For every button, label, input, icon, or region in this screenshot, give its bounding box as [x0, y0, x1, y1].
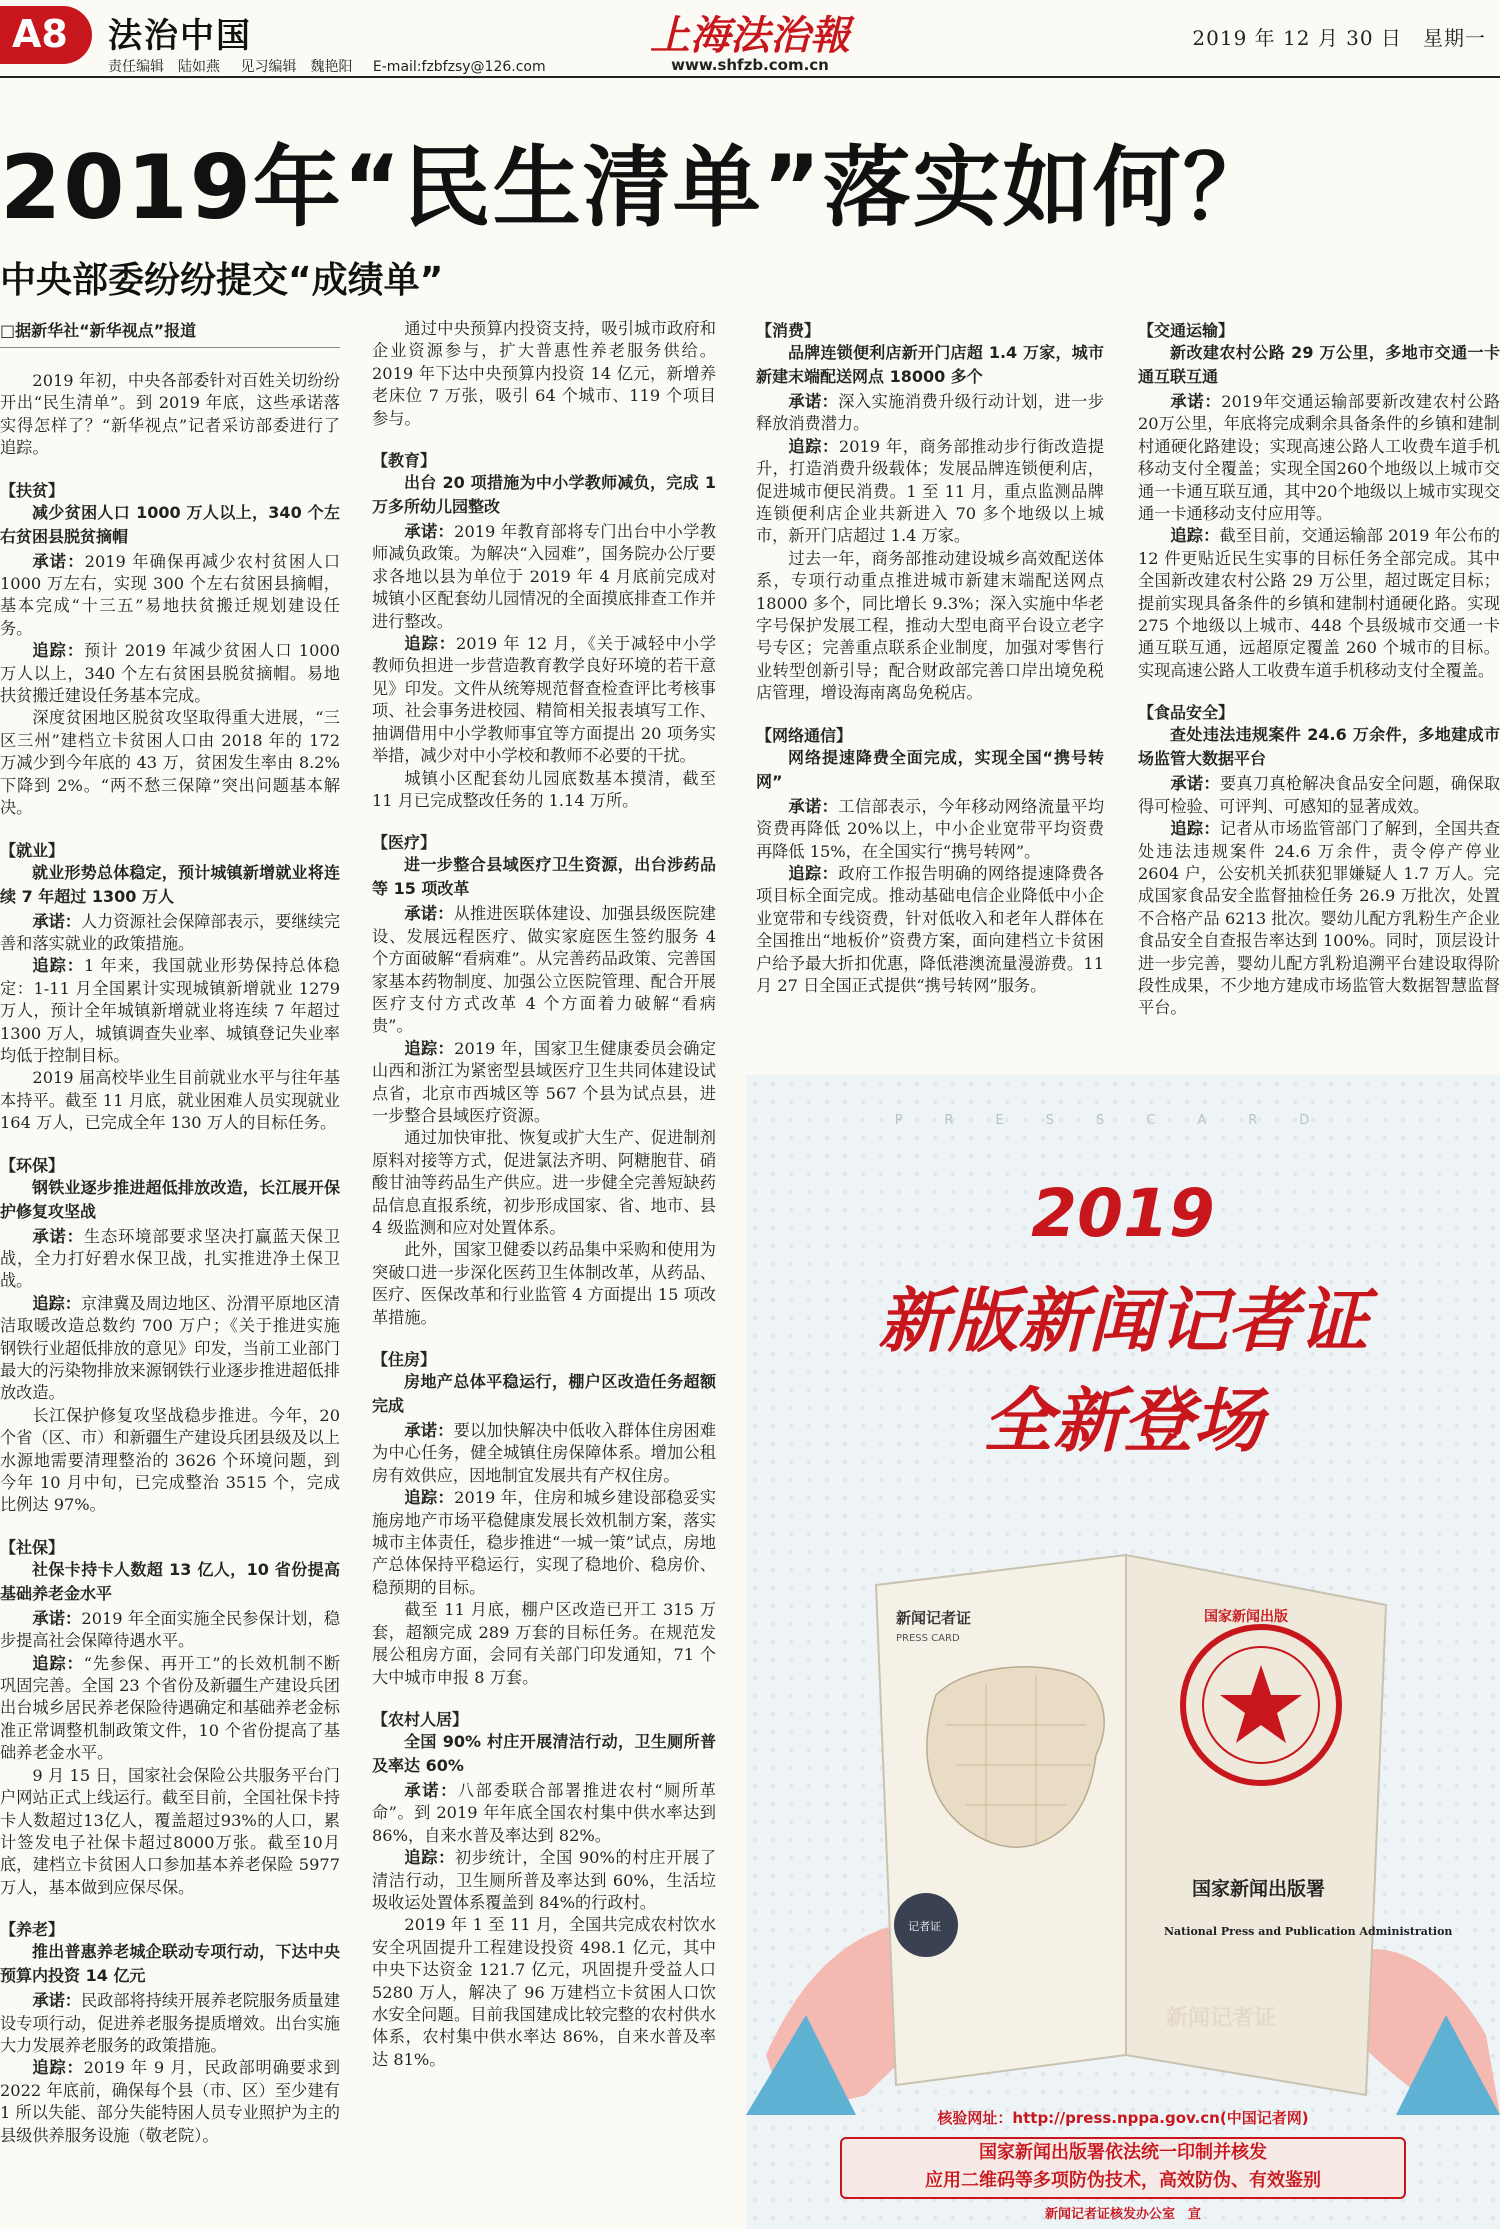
paragraph: 承诺：2019 年全面实施全民参保计划，稳步提高社会保障待遇水平。	[0, 1608, 341, 1651]
article-column-3	[756, 318, 1104, 997]
section-tag-employment: 【就业】	[0, 840, 65, 860]
paragraph: 追踪：京津冀及周边地区、汾渭平原地区清洁取暖改造总数约 700 万户；《关于推进实施钢铁行业超低排放的意见》印发，当前工业部门最大的污染物排放来源钢铁行业逐步推进超低排放改造。	[0, 1293, 341, 1403]
section-tag-food-safety: 【食品安全】	[1138, 703, 1235, 723]
card-title: 新闻记者证	[896, 1609, 972, 1627]
paragraph: 追踪：预计 2019 年减少贫困人口 1000 万人以上，340 个左右贫困县脱贫摘帽。易地扶贫搬迁建设任务基本完成。	[0, 641, 341, 706]
paragraph: 承诺：要真刀真枪解决食品安全问题，确保取得可检验、可评判、可感知的显著成效。	[1138, 774, 1500, 816]
paragraph: 承诺：人力资源社会保障部表示，要继续完善和落实就业的政策措施。	[0, 911, 341, 953]
page-number: A8	[12, 12, 68, 56]
card-title-en: PRESS CARD	[896, 1633, 960, 1644]
byline: □据新华社“新华视点”报道	[0, 318, 340, 348]
section-subhead-consumption: 品牌连锁便利店新开门店超 1.4 万家，城市新建末端配送网点 18000 多个	[756, 343, 1104, 386]
editor-2: 见习编辑 魏艳阳	[240, 59, 353, 75]
section-subhead-social-security: 社保卡持卡人数超 13 亿人，10 省份提高基础养老金水平	[0, 1559, 340, 1603]
section-name: 法治中国	[108, 16, 252, 56]
paragraph: 过去一年，商务部推动建设城乡高效配送体系，专项行动重点推进城市新建末端配送网点 18000 多个，同比增长 9.3%；深入实施中华老字号保护发展工程，推动大型电商平台设立老字号专区；完善重点联系企业制度，加强对零售行业转型创新引导；配合财政部完善口岸出境免税店管理，增设海南离岛免税店。	[756, 548, 1104, 703]
subheadline: 中央部委纷纷提交“成绩单”	[0, 260, 444, 301]
paragraph: 追踪：初步统计，全国 90%的村庄开展了清洁行动，卫生厕所普及率达到 60%，生活垃圾收运处置体系覆盖到 84%的行政村。	[372, 1848, 717, 1912]
section-tag-social-security: 【社保】	[0, 1537, 65, 1557]
section-subhead-environment: 钢铁业逐步推进超低排放改造，长江展开保护修复攻坚战	[0, 1177, 340, 1221]
banner-line-2: 应用二维码等多项防伪技术，高效防伪、有效鉴别	[925, 2170, 1321, 2191]
article-column-4	[1138, 318, 1500, 1020]
section-tag-education: 【教育】	[372, 451, 437, 471]
section-tag-housing: 【住房】	[372, 1350, 437, 1370]
section-subhead-telecom: 网络提速降费全面完成，实现全国“携号转网”	[756, 747, 1104, 791]
section-tag-rural-living: 【农村人居】	[372, 1709, 469, 1729]
paragraph: 2019 年 1 至 11 月，全国共完成农村饮水安全巩固提升工程建设投资 498.1 亿元，其中中央下达资金 121.7 亿元，巩固提升受益人口 5280 万人，解决了 96 万建档立卡贫困人口饮水安全问题。目前我国建成比较完整的农村供水体系，农村集中供水率达 86%，自来水普及率达 81%。	[372, 1915, 716, 2069]
section-tag-consumption: 【消费】	[756, 321, 821, 340]
section-subhead-elderly-care: 推出普惠养老城企联动专项行动，下达中央预算内投资 14 亿元	[0, 1942, 340, 1986]
paragraph: 承诺：从推进医联体建设、加强县级医院建设、发展远程医疗、做实家庭医生签约服务 4 个方面破解“看病难”。从完善药品政策、完善国家基本药物制度、加强公立医院管理、配合开展医疗支付方式改革 4 个方面着力破解“看病贵”。	[372, 904, 717, 1036]
paragraph: 承诺：民政部将持续开展养老院服务质量建设专项行动，促进养老服务提质增效。出台实施大力发展养老服务的政策措施。	[0, 1991, 341, 2055]
paragraph: 追踪：记者从市场监管部门了解到，全国共查处违法违规案件 24.6 万余件，责令停产停业 2604 户，公安机关抓获犯罪嫌疑人 1.7 万人。完成国家食品安全监督抽检任务 26.9 万批次，处置不合格产品 6213 批次。婴幼儿配方乳粉生产企业食品安全自查报告率达到 100%。同时，顶层设计进一步完善，婴幼儿配方乳粉追溯平台建设取得阶段性成果，不少地方建成市场监管大数据智慧监督平台。	[1138, 819, 1500, 1018]
paragraph: 追踪：1 年来，我国就业形势保持总体稳定：1-11 月全国累计实现城镇新增就业 1279 万人，预计全年城镇新增就业将连续 7 年超过 1300 万人，城镇调查失业率、城镇登记失业率均低于控制目标。	[0, 956, 340, 1065]
hologram-badge-label: 记者证	[908, 1920, 941, 1933]
paragraph: 承诺：八部委联合部署推进农村“厕所革命”。到 2019 年年底全国农村集中供水率达到 86%，自来水普及率达到 82%。	[372, 1780, 716, 1845]
paragraph: 追踪：2019 年，商务部推动步行街改造提升，打造消费升级载体；发展品牌连锁便利店，促进城市便民消费。1 至 11 月，重点监测品牌连锁便利店企业共新进入 70 多个地级以上城市，新开门店超过 1.4 万家。	[756, 436, 1105, 546]
paragraph: 承诺：工信部表示，今年移动网络流量平均资费再降低 20%以上，中小企业宽带平均资费再降低 15%，在全国实行“携号转网”。	[756, 796, 1105, 861]
section-subhead-rural-living: 全国 90% 村庄开展清洁行动，卫生厕所普及率达 60%	[372, 1731, 716, 1775]
article-column-1	[0, 318, 340, 2147]
press-card-illustration	[746, 1495, 1500, 2115]
issue-date: 2019 年 12 月 30 日 星期一	[1192, 26, 1486, 50]
section-subhead-transport: 新改建农村公路 29 万公里，多地市交通一卡通互联互通	[1138, 343, 1500, 386]
section-subhead-employment: 就业形势总体稳定，预计城镇新增就业将连续 7 年超过 1300 万人	[0, 862, 340, 906]
paragraph: 追踪：“先参保、再开工”的长效机制不断巩固完善。全国 23 个省份及新疆生产建设兵团出台城乡居民养老保险待遇确定和基础养老金标准正常调整机制政策文件，10 个省份提高了基础养老金水平。	[0, 1653, 341, 1763]
article-column-2	[372, 318, 716, 2071]
section-tag-poverty: 【扶贫】	[0, 480, 65, 500]
paragraph: 追踪：2019 年，国家卫生健康委员会确定山西和浙江为紧密型县域医疗卫生共同体建设试点省，北京市西城区等 567 个县为试点县，进一步整合县域医疗资源。	[372, 1038, 717, 1125]
paragraph: 通过加快审批、恢复或扩大生产、促进制剂原料对接等方式，促进氯法齐明、阿糖胞苷、硝酸甘油等药品生产供应。进一步健全完善短缺药品信息直报系统，初步形成国家、省、地市、县 4 级监测和应对处置体系。	[372, 1128, 716, 1237]
ad-banner	[840, 2137, 1406, 2199]
section-subhead-food-safety: 查处违法违规案件 24.6 万余件，多地建成市场监管大数据平台	[1138, 725, 1500, 769]
paragraph: 2019 届高校毕业生目前就业水平与往年基本持平。截至 11 月底，就业困难人员实现就业 164 万人，已完成全年 130 万人的目标任务。	[0, 1068, 340, 1133]
section-tag-elderly-care: 【养老】	[0, 1920, 65, 1940]
paragraph: 承诺：2019年交通运输部要新改建农村公路20万公里，年底将完成剩余具备条件的乡镇和建制村通硬化路建设；实现高速公路人工收费车道手机移动支付全覆盖；实现全国260个地级以上城市交通一卡通互联互通，其中20个地级以上城市实现交通一卡通移动支付应用等。	[1138, 392, 1500, 524]
paragraph: 追踪：截至目前，交通运输部 2019 年公布的 12 件更贴近民生实事的目标任务全部完成。其中全国新改建农村公路 29 万公里，超过既定目标；提前实现具备条件的乡镇和建制村通硬化路。实现 275 个地级以上城市、448 个县级城市交通一卡通互联互通，远超原定覆盖 260 个城市的目标。实现高速公路人工收费车道手机移动支付全覆盖。	[1138, 526, 1500, 680]
masthead	[0, 0, 1500, 78]
paragraph: 追踪：政府工作报告明确的网络提速降费各项目标全面完成。推动基础电信企业降低中小企业宽带和专线资费，针对低收入和老年人群体在全国推出“地板价”资费方案，面向建档立卡贫困户给予最大折扣优惠，降低港澳流量漫游费。11 月 27 日全国正式提供“携号转网”服务。	[756, 863, 1105, 995]
headline: 2019年“民生清单”落实如何？	[0, 136, 1273, 239]
section-subhead-education: 出台 20 项措施为中小学教师减负，完成 1 万多所幼儿园整改	[372, 473, 716, 517]
paragraph: 长江保护修复攻坚战稳步推进。今年，20 个省（区、市）和新疆生产建设兵团县级及以上水源地需要清理整治的 3626 个环境问题，到今年 10 月中旬，已完成整治 3515 个，完成比例达 97%。	[0, 1405, 340, 1515]
section-tag-healthcare: 【医疗】	[372, 833, 437, 853]
section-subhead-healthcare: 进一步整合县域医疗卫生资源，出台涉药品等 15 项改革	[372, 855, 716, 899]
paragraph: 追踪：2019 年 9 月，民政部明确要求到 2022 年底前，确保每个县（市、区）至少建有 1 所以失能、部分失能特困人员专业照护为主的县级供养服务设施（敬老院）。	[0, 2058, 340, 2145]
intro-paragraph: 2019 年初，中央各部委针对百姓关切纷纷开出“民生清单”。到 2019 年底，这些承诺落实得怎样了？“新华视点”记者采访部委进行了追踪。	[0, 371, 340, 458]
paragraph: 承诺：要以加快解决中低收入群体住房困难为中心任务，健全城镇住房保障体系。增加公租房有效供应，因地制宜发展共有产权住房。	[372, 1421, 717, 1485]
paragraph: 追踪：2019 年 12 月，《关于减轻中小学教师负担进一步营造教育教学良好环境的若干意见》印发。文件从统筹规范督查检查评比考核事项、社会事务进校园、精简相关报表填写工作、抽调借用中小学教师事宜等方面提出 20 项务实举措，减少对中小学校和教师不必要的干扰。	[372, 634, 717, 766]
website: www.shfzb.com.cn	[671, 56, 829, 74]
paragraph: 承诺：2019 年教育部将专门出台中小学教师减负政策。为解决“入园难”，国务院办公厅要求各地以县为单位于 2019 年 4 月底前完成对城镇小区配套幼儿园情况的全面摸底排查工作并进行整改。	[372, 522, 717, 631]
newspaper-logo: 上海法治報	[650, 12, 850, 59]
card-issuer-cn: 国家新闻出版署	[1192, 1878, 1326, 1900]
ad-headline: 新版新闻记者证	[878, 1280, 1368, 1362]
section-tag-transport: 【交通运输】	[1138, 321, 1235, 340]
card-inner-page	[876, 1555, 1126, 2085]
section-tag-environment: 【环保】	[0, 1155, 65, 1175]
press-card-watermark: PRESSCARD	[894, 1113, 1352, 1128]
section-subhead-poverty: 减少贫困人口 1000 万人以上，340 个左右贫困县脱贫摘帽	[0, 502, 340, 546]
section-subhead-housing: 房地产总体平稳运行，棚户区改造任务超额完成	[372, 1372, 716, 1416]
paragraph: 承诺：2019 年确保再减少农村贫困人口 1000 万左右，实现 300 个左右贫困县摘帽，基本完成“十三五”易地扶贫搬迁规划建设任务。	[0, 551, 341, 638]
section-tag-telecom: 【网络通信】	[756, 725, 853, 745]
page-number-tab	[0, 6, 92, 64]
editors-line	[108, 56, 562, 76]
paragraph: 追踪：2019 年，住房和城乡建设部稳妥实施房地产市场平稳健康发展长效机制方案，落实城市主体责任，稳步推进“一城一策”试点，房地产总体保持平稳运行，实现了稳地价、稳房价、稳预期的目标。	[372, 1488, 717, 1597]
paragraph: 深度贫困地区脱贫攻坚取得重大进展，“三区三州”建档立卡贫困人口由 2018 年的 172 万减少到今年底的 43 万，贫困发生率由 8.2% 下降到 2%。“两不愁三保障”突出问题基本解决。	[0, 708, 340, 818]
verify-url: 核验网址：http://press.nppa.gov.cn(中国记者网)	[937, 2109, 1309, 2127]
banner-line-1: 国家新闻出版署依法统一印制并核发	[979, 2142, 1267, 2163]
card-cover-label: 新闻记者证	[1166, 2006, 1277, 2031]
editor-1: 责任编辑 陆如燕	[108, 59, 220, 75]
press-card-advertisement	[746, 1075, 1500, 2229]
paragraph: 通过中央预算内投资支持，吸引城市政府和企业资源参与，扩大普惠性养老服务供给。2019 年下达中央预算内投资 14 亿元，新增养老床位 7 万张，吸引 64 个城市、119 个项目参与。	[372, 319, 716, 428]
paragraph: 承诺：生态环境部要求坚决打赢蓝天保卫战，全力打好碧水保卫战，扎实推进净土保卫战。	[0, 1226, 341, 1291]
ad-issuer-office: 新闻记者证核发办公室 宣	[1044, 2207, 1201, 2222]
card-issuer-en: National Press and Publication Administration	[1164, 1925, 1453, 1938]
seal-text: 国家新闻出版	[1204, 1609, 1288, 1625]
paragraph: 城镇小区配套幼儿园底数基本摸清，截至 11 月已完成整改任务的 1.14 万所。	[372, 768, 716, 810]
paragraph: 9 月 15 日，国家社会保险公共服务平台门户网站正式上线运行。截至目前，全国社保卡持卡人数超过13亿人，覆盖超过93%的人口，累计签发电子社保卡超过8000万张。截至10月底，建档立卡贫困人口参加基本养老保险 5977 万人，基本做到应保尽保。	[0, 1765, 340, 1897]
paragraph: 此外，国家卫健委以药品集中采购和使用为突破口进一步深化医药卫生体制改革，从药品、医疗、医保改革和行业监管 4 方面提出 15 项改革措施。	[372, 1240, 716, 1327]
ad-year: 2019	[1031, 1175, 1215, 1252]
ad-tagline: 全新登场	[983, 1380, 1263, 1462]
paragraph: 截至 11 月底，棚户区改造已开工 315 万套，超额完成 289 万套的目标任务。在规范发展公租房方面，会同有关部门印发通知，71 个大中城市申报 8 万套。	[372, 1600, 716, 1687]
editor-email: E-mail:fzbfzsy@126.com	[372, 59, 546, 75]
paragraph: 承诺：深入实施消费升级行动计划，进一步释放消费潜力。	[756, 392, 1105, 434]
